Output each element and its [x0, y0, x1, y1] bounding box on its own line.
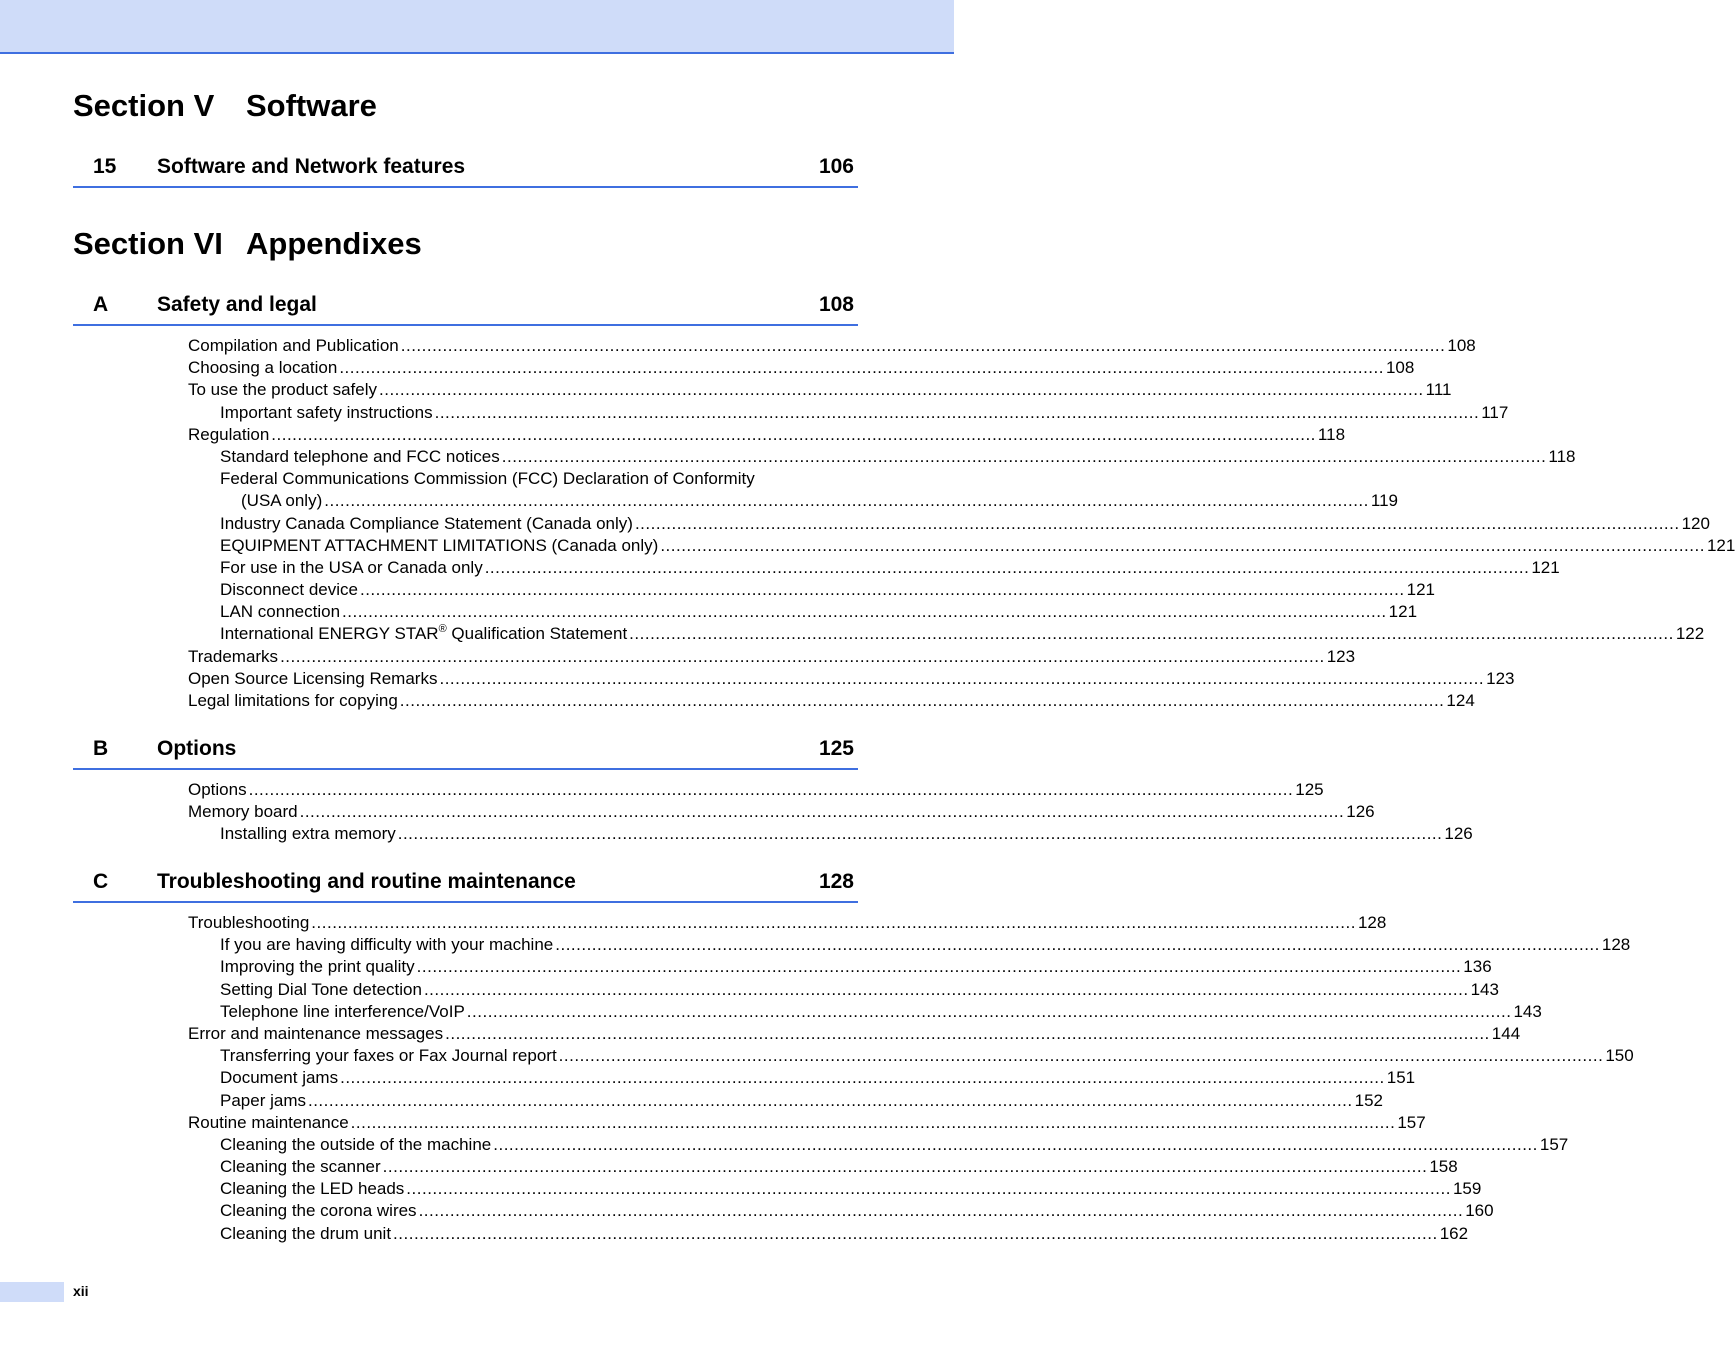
- toc-entry-title: Cleaning the outside of the machine: [220, 1134, 492, 1154]
- toc-entry-title: Paper jams: [220, 1090, 306, 1110]
- chapter-number: C: [93, 870, 109, 893]
- toc-entry[interactable]: [188, 1223, 1469, 1245]
- toc-entry-title: Document jams: [220, 1068, 339, 1088]
- toc-entry-page: 162: [1439, 1223, 1469, 1243]
- toc-entry[interactable]: [188, 1067, 1416, 1089]
- dot-leader: ........................................................................................................................................................................................................: [466, 1001, 1512, 1021]
- toc-entry[interactable]: [188, 823, 1473, 845]
- toc-entry[interactable]: [188, 956, 1492, 978]
- toc-entry[interactable]: [188, 1134, 1569, 1156]
- toc-entry-page: 121: [1388, 602, 1418, 622]
- toc-entry[interactable]: [188, 690, 1475, 712]
- toc-entry-page: 117: [1481, 402, 1509, 422]
- toc-entry[interactable]: [188, 646, 1356, 668]
- toc-entry-page: 125: [1295, 780, 1324, 799]
- dot-leader: ........................................................................................................................................................................................................: [400, 336, 1446, 355]
- toc-entry-page: 143: [1513, 1001, 1542, 1021]
- toc-entry[interactable]: [188, 623, 1705, 645]
- toc-entry-title: Routine maintenance: [188, 1112, 349, 1132]
- toc-entry-title: LAN connection: [220, 602, 341, 622]
- toc-entry-page: 108: [1385, 358, 1415, 378]
- toc-entry[interactable]: [188, 579, 1435, 601]
- toc-entry[interactable]: [188, 1045, 1634, 1067]
- header-band: [0, 0, 954, 54]
- dot-leader: ........................................................................................................................................................................................................: [382, 1157, 1428, 1177]
- chapter-title: Safety and legal: [157, 293, 317, 316]
- toc-entry-title: Compilation and Publication: [188, 336, 399, 355]
- toc-entry-page: 108: [1447, 336, 1476, 355]
- toc-entry-title: Telephone line interference/VoIP: [220, 1001, 465, 1021]
- dot-leader: ........................................................................................................................................................................................................: [340, 1068, 1385, 1088]
- dot-leader: ........................................................................................................................................................................................................: [280, 646, 1325, 666]
- dot-leader: ........................................................................................................................................................................................................: [397, 824, 1443, 844]
- toc-entry[interactable]: [188, 1001, 1542, 1023]
- dot-leader: ........................................................................................................................................................................................................: [311, 913, 1356, 932]
- toc-entry-page: 143: [1470, 979, 1499, 999]
- toc-entry-title: Setting Dial Tone detection: [220, 979, 422, 999]
- toc-entry-title: Transferring your faxes or Fax Journal report: [220, 1046, 557, 1066]
- toc-entry-title: Memory board: [188, 802, 298, 822]
- toc-entry[interactable]: [188, 601, 1418, 623]
- toc-entry[interactable]: [188, 934, 1631, 956]
- chapter-15-heading[interactable]: [73, 152, 858, 188]
- toc-entry[interactable]: [188, 1200, 1494, 1222]
- toc-entry[interactable]: [188, 668, 1515, 690]
- toc-entry[interactable]: [188, 557, 1560, 579]
- chapter-a-heading[interactable]: [73, 290, 858, 326]
- toc-entry-title: EQUIPMENT ATTACHMENT LIMITATIONS (Canada only): [220, 535, 659, 555]
- toc-entry-page: 122: [1675, 624, 1705, 644]
- toc-entry-page: 120: [1681, 513, 1710, 533]
- chapter-title: Software and Network features: [157, 155, 466, 178]
- toc-entry-title: Legal limitations for copying: [188, 691, 398, 710]
- dot-leader: ........................................................................................................................................................................................................: [423, 979, 1469, 999]
- dot-leader: ........................................................................................................................................................................................................: [299, 802, 1345, 822]
- registered-mark: ®: [438, 623, 447, 636]
- footer-band: [0, 1282, 64, 1302]
- dot-leader: ........................................................................................................................................................................................................: [271, 424, 1316, 444]
- dot-leader: ........................................................................................................................................................................................................: [493, 1134, 1538, 1154]
- toc-entry[interactable]: [188, 446, 1576, 468]
- toc-entry[interactable]: [188, 1090, 1383, 1112]
- chapter-page: 125: [818, 737, 854, 760]
- toc-entry-title: If you are having difficulty with your machine: [220, 935, 554, 955]
- dot-leader: ........................................................................................................................................................................................................: [634, 513, 1680, 533]
- toc-entry[interactable]: [188, 335, 1476, 357]
- chapter-title: Options: [157, 737, 237, 760]
- toc-entry[interactable]: [188, 979, 1499, 1001]
- chapter-b-heading[interactable]: [73, 734, 858, 770]
- dot-leader: ........................................................................................................................................................................................................: [439, 668, 1485, 688]
- toc-entry[interactable]: [188, 513, 1710, 535]
- toc-entry-title: Federal Communications Commission (FCC) Declaration of Conformity: [220, 469, 755, 489]
- toc-entry-title: (USA only): [241, 491, 323, 511]
- toc-entry-page: 121: [1706, 535, 1735, 555]
- toc-entry-title: Cleaning the scanner: [220, 1157, 381, 1177]
- toc-entry-title: Cleaning the LED heads: [220, 1179, 405, 1199]
- toc-entry-page: 144: [1491, 1023, 1521, 1043]
- toc-entry[interactable]: [188, 468, 854, 490]
- toc-entry-title: Standard telephone and FCC notices: [220, 446, 500, 466]
- section-heading-appendixes: Section VI Appendixes: [73, 226, 422, 261]
- toc-entry-title: Error and maintenance messages: [188, 1023, 444, 1043]
- toc-entry-page: 126: [1444, 824, 1473, 844]
- dot-leader: ........................................................................................................................................................................................................: [359, 580, 1405, 600]
- toc-entry-page: 158: [1429, 1157, 1458, 1177]
- chapter-page: 108: [818, 293, 854, 316]
- chapter-page: 128: [818, 870, 854, 893]
- dot-leader: ........................................................................................................................................................................................................: [406, 1179, 1451, 1199]
- toc-entry[interactable]: [188, 357, 1415, 379]
- toc-entry[interactable]: [188, 1178, 1482, 1200]
- dot-leader: ........................................................................................................................................................................................................: [501, 446, 1547, 466]
- toc-entry-page: 157: [1539, 1134, 1569, 1154]
- chapter-number: B: [93, 737, 109, 760]
- toc-entry[interactable]: [188, 779, 1324, 801]
- page-folio: xii: [73, 1283, 89, 1299]
- toc-entry-page: 150: [1605, 1046, 1634, 1066]
- toc-entry-page: 123: [1326, 646, 1356, 666]
- toc-entry[interactable]: [188, 535, 1735, 557]
- chapter-number: A: [93, 293, 109, 316]
- toc-entry-page: 157: [1397, 1112, 1426, 1132]
- dot-leader: ........................................................................................................................................................................................................: [484, 557, 1530, 577]
- chapter-c-heading[interactable]: [73, 867, 858, 903]
- chapter-page: 106: [818, 155, 854, 178]
- toc-entry-title: Troubleshooting: [188, 913, 310, 932]
- toc-entry-title: Improving the print quality: [220, 957, 415, 977]
- chapter-number: 15: [93, 155, 117, 178]
- toc-entry-page: 136: [1463, 957, 1492, 977]
- toc-entry-title: Important safety instructions: [220, 402, 433, 422]
- toc-list-options: [188, 779, 1473, 846]
- toc-entry-page: 121: [1406, 580, 1435, 600]
- toc-entry-page: 121: [1531, 557, 1560, 577]
- toc-entry-page: 123: [1486, 668, 1515, 688]
- dot-leader: ........................................................................................................................................................................................................: [434, 402, 1480, 422]
- dot-leader: ........................................................................................................................................................................................................: [248, 780, 1294, 799]
- dot-leader: ........................................................................................................................................................................................................: [350, 1112, 1396, 1132]
- toc-entry-title: Open Source Licensing Remarks: [188, 668, 438, 688]
- dot-leader: ........................................................................................................................................................................................................: [339, 358, 1384, 378]
- dot-leader: ........................................................................................................................................................................................................: [555, 935, 1600, 955]
- toc-entry-title: Disconnect device: [220, 580, 358, 600]
- dot-leader: ........................................................................................................................................................................................................: [379, 380, 1424, 400]
- toc-entry-page: 118: [1317, 424, 1346, 444]
- toc-entry-title: Cleaning the drum unit: [220, 1223, 392, 1243]
- toc-entry-title: For use in the USA or Canada only: [220, 557, 483, 577]
- dot-leader: ........................................................................................................................................................................................................: [445, 1023, 1490, 1043]
- toc-entry-title: Installing extra memory: [220, 824, 396, 844]
- toc-entry-page: 126: [1346, 802, 1375, 822]
- toc-entry-title: To use the product safely: [188, 380, 378, 400]
- dot-leader: ........................................................................................................................................................................................................: [629, 624, 1674, 644]
- toc-entry-page: 124: [1446, 691, 1475, 710]
- toc-entry-page: 118: [1548, 446, 1576, 466]
- dot-leader: ........................................................................................................................................................................................................: [342, 602, 1387, 622]
- toc-entry-page: 151: [1386, 1068, 1416, 1088]
- toc-entry-title: Regulation: [188, 424, 270, 444]
- toc-entry-title: Choosing a location: [188, 358, 338, 378]
- section-heading-software: Section V Software: [73, 88, 377, 123]
- toc-entry-page: 128: [1357, 913, 1387, 932]
- toc-entry[interactable]: [188, 1156, 1458, 1178]
- toc-entry[interactable]: [188, 490, 1398, 512]
- toc-entry-title: Industry Canada Compliance Statement (Canada only): [220, 513, 633, 533]
- toc-list-safety-and-legal: [188, 335, 1735, 712]
- toc-entry-page: 128: [1601, 935, 1631, 955]
- dot-leader: ........................................................................................................................................................................................................: [418, 1201, 1464, 1221]
- toc-entry[interactable]: [188, 1112, 1426, 1134]
- toc-entry-page: 159: [1452, 1179, 1482, 1199]
- toc-entry[interactable]: [188, 1023, 1521, 1045]
- dot-leader: ........................................................................................................................................................................................................: [307, 1090, 1353, 1110]
- toc-entry[interactable]: [188, 402, 1509, 424]
- dot-leader: ........................................................................................................................................................................................................: [558, 1046, 1604, 1066]
- toc-entry[interactable]: [188, 801, 1375, 823]
- toc-list-troubleshooting: [188, 912, 1634, 1245]
- chapter-title: Troubleshooting and routine maintenance: [157, 870, 576, 893]
- toc-entry-title: Cleaning the corona wires: [220, 1201, 417, 1221]
- toc-entry-page: 160: [1465, 1201, 1494, 1221]
- toc-entry[interactable]: [188, 424, 1346, 446]
- toc-entry-page: 111: [1425, 380, 1452, 400]
- toc-entry[interactable]: [188, 379, 1452, 401]
- dot-leader: ........................................................................................................................................................................................................: [660, 535, 1705, 555]
- dot-leader: ........................................................................................................................................................................................................: [393, 1223, 1438, 1243]
- dot-leader: ........................................................................................................................................................................................................: [399, 691, 1445, 710]
- dot-leader: ........................................................................................................................................................................................................: [324, 491, 1369, 511]
- dot-leader: ........................................................................................................................................................................................................: [416, 957, 1462, 977]
- toc-entry[interactable]: [188, 912, 1387, 934]
- toc-entry-title: Trademarks: [188, 646, 279, 666]
- toc-entry-page: 152: [1354, 1090, 1383, 1110]
- toc-entry-title: International ENERGY STAR® Qualification Statement: [220, 623, 628, 644]
- toc-entry-page: 119: [1370, 491, 1398, 511]
- toc-entry-title: Options: [188, 780, 247, 799]
